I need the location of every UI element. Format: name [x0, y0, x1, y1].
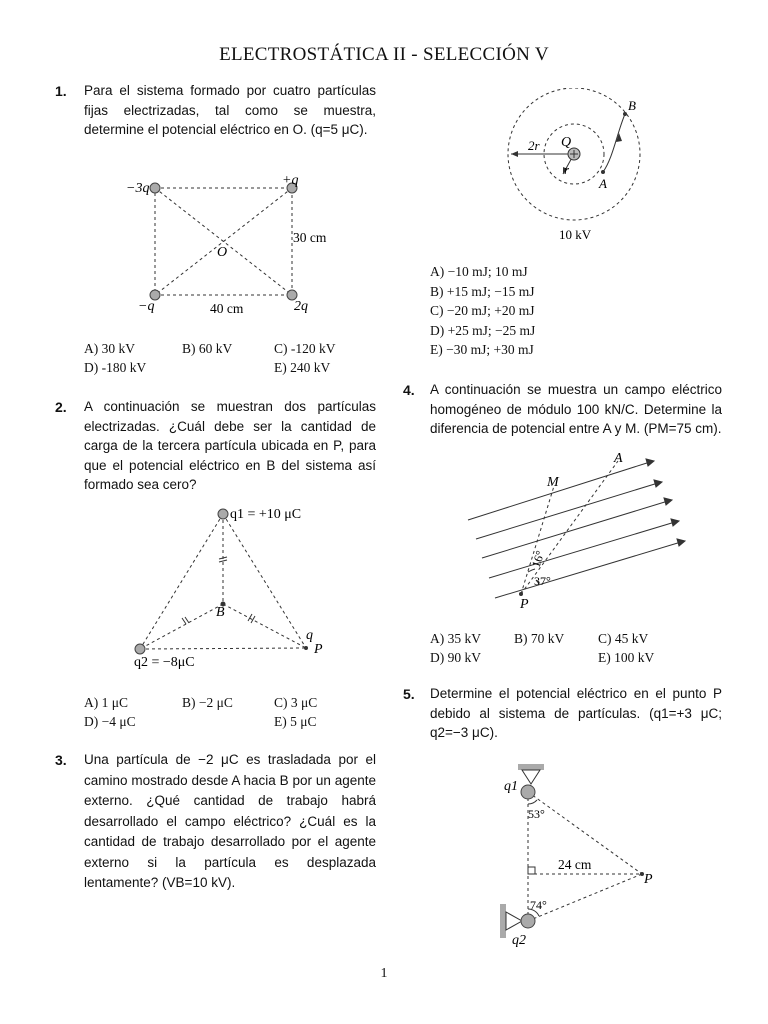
problem-3-number: 3. — [55, 752, 67, 768]
option: A) 30 kV — [84, 341, 135, 356]
option: C) 3 μC — [274, 695, 318, 710]
problem-4-number: 4. — [403, 382, 415, 398]
label-a: A — [599, 176, 607, 191]
problem-1-text: Para el sistema formado por cuatro partículas fijas electrizadas, tal como se muestra, determine el potencial eléctrico en O. (q=5 μC). — [84, 83, 376, 137]
label-distance: 24 cm — [558, 857, 592, 872]
problem-1-number: 1. — [55, 83, 67, 99]
option: D) 90 kV — [430, 650, 481, 665]
problem-3-figure — [495, 88, 655, 248]
label-charge-tr: +q — [282, 173, 299, 188]
point-b — [623, 112, 627, 116]
label-p: P — [520, 597, 529, 612]
option: E) 5 μC — [274, 714, 317, 729]
label-r: r — [564, 162, 570, 177]
label-a: A — [614, 451, 623, 466]
problem-1-options — [84, 339, 374, 377]
label-angle1: 16° — [528, 548, 548, 570]
problem-1-figure — [110, 168, 370, 323]
charge-tl — [150, 183, 160, 193]
option: A) −10 mJ; 10 mJ — [430, 264, 528, 279]
page-title: ELECTROSTÁTICA II - SELECCIÓN V — [219, 44, 549, 65]
label-q: Q — [561, 135, 572, 150]
option: D) +25 mJ; −25 mJ — [430, 322, 536, 338]
label-2r: 2r — [528, 138, 540, 153]
top-support — [518, 764, 544, 770]
label-p: P — [644, 872, 653, 887]
label-charge-tl: −3q — [126, 181, 150, 196]
label-q2: q2 — [512, 933, 526, 948]
option: A) 1 μC — [84, 695, 128, 710]
problem-2-options — [84, 693, 374, 731]
label-width: 40 cm — [210, 301, 244, 316]
option: D) -180 kV — [84, 360, 147, 375]
problem-2-figure — [120, 496, 340, 676]
option: C) -120 kV — [274, 341, 336, 356]
option: E) −30 mJ; +30 mJ — [430, 342, 534, 357]
label-angle2: 74° — [530, 898, 547, 912]
label-angle2: 37° — [534, 574, 551, 588]
problem-2-number: 2. — [55, 399, 67, 415]
problem-5-figure — [490, 758, 670, 953]
problem-3-text: Una partícula de −2 μC es trasladada por el camino mostrado desde A hacia B por un agente externo. ¿Qué cantidad de trabajo habrá desarrollado el campo eléctrico? ¿Cuál es la cantidad de trabajo desarrollado por el agente externo si la partícula es desplazada lentamente? (VB=10 kV). — [84, 752, 376, 890]
problem-2-text: A continuación se muestran dos partículas electrizadas. ¿Cuál debe ser la cantidad de carga de la tercera partícula ubicada en P, para que el potencial eléctrico en B del sistema así formado sea cero? — [84, 399, 376, 492]
option: E) 240 kV — [274, 360, 331, 375]
label-height: 30 cm — [293, 230, 327, 245]
point-p — [304, 646, 308, 650]
left-support — [500, 904, 506, 938]
label-b: B — [216, 605, 225, 620]
problem-5-text: Determine el potencial eléctrico en el punto P debido al sistema de partículas. (q1=+3 μC; q2=−3 μC). — [430, 686, 722, 740]
label-charge-br: 2q — [294, 299, 308, 314]
problem-4-figure — [460, 448, 690, 618]
q1-charge — [218, 509, 228, 519]
label-charge-bl: −q — [138, 299, 155, 314]
page-number: 1 — [380, 966, 388, 981]
option: E) 100 kV — [598, 650, 655, 665]
label-b: B — [628, 98, 636, 113]
label-m: M — [547, 475, 559, 490]
option: A) 35 kV — [430, 631, 481, 646]
label-q1: q1 = +10 μC — [230, 507, 302, 522]
q2-charge — [135, 644, 145, 654]
point-p — [519, 592, 523, 596]
problem-5-number: 5. — [403, 686, 415, 702]
problem-3-options — [430, 262, 630, 360]
label-q2: q2 = −8μC — [134, 655, 195, 670]
label-q1: q1 — [504, 779, 518, 794]
option: B) +15 mJ; −15 mJ — [430, 283, 535, 299]
label-p: P — [314, 642, 323, 657]
option: B) 70 kV — [514, 631, 565, 646]
point-a — [601, 170, 605, 174]
label-q: q — [306, 628, 313, 643]
q1-charge — [521, 785, 535, 799]
option: B) 60 kV — [182, 341, 233, 356]
label-center: O — [217, 245, 228, 260]
problem-4-options — [430, 629, 720, 667]
option: C) −20 mJ; +20 mJ — [430, 303, 535, 318]
q2-charge — [521, 914, 535, 928]
label-potential: 10 kV — [559, 227, 592, 242]
label-angle1: 53° — [528, 807, 545, 821]
problem-4-text: A continuación se muestra un campo eléctrico homogéneo de módulo 100 kN/C. Determine la diferencia de potencial entre A y M. (PM=75 cm). — [430, 382, 722, 436]
option: B) −2 μC — [182, 695, 233, 710]
option: C) 45 kV — [598, 631, 649, 646]
option: D) −4 μC — [84, 714, 136, 729]
